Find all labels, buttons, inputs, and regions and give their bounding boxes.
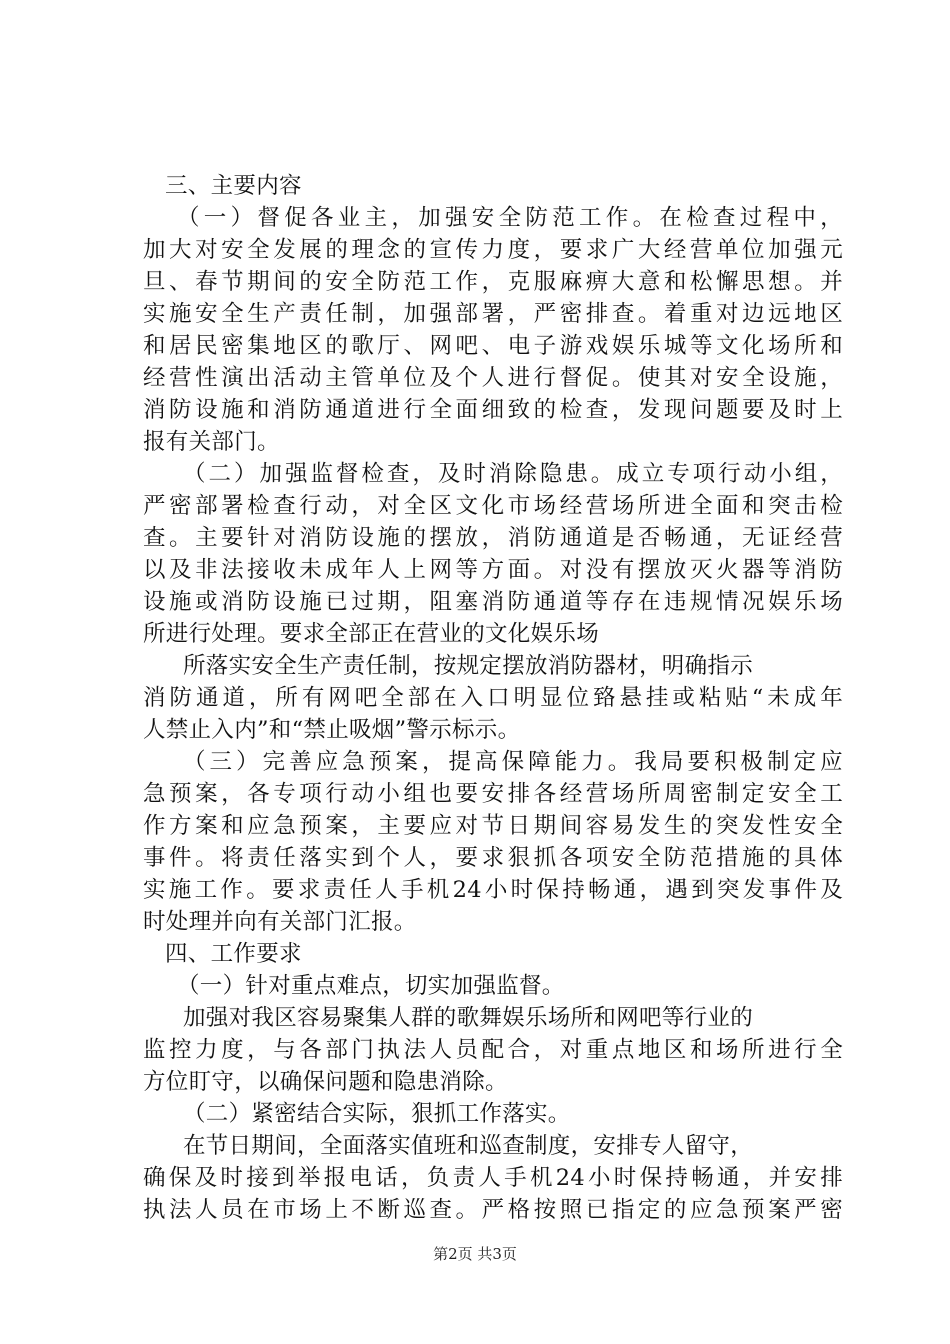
paragraph-line: 急预案，各专项行动小组也要安排各经营场所周密制定安全工 bbox=[143, 781, 843, 807]
paragraph-line: 在节日期间，全面落实值班和巡查制度，安排专人留守， bbox=[183, 1133, 754, 1159]
paragraph-line: 设施或消防设施已过期，阻塞消防通道等存在违规情况娱乐场 bbox=[143, 589, 843, 615]
subheading-line: （二）紧密结合实际，狠抓工作落实。 bbox=[183, 1101, 571, 1127]
paragraph-line: 所进行处理。要求全部正在营业的文化娱乐场 bbox=[143, 621, 600, 647]
paragraph-line: 报有关部门。 bbox=[143, 429, 280, 455]
paragraph-line: 加大对安全发展的理念的宣传力度，要求广大经营单位加强元 bbox=[143, 237, 843, 263]
paragraph-line: 严密部署检查行动，对全区文化市场经营场所进全面和突击检 bbox=[143, 493, 843, 519]
paragraph-line: 监控力度，与各部门执法人员配合，对重点地区和场所进行全 bbox=[143, 1037, 843, 1063]
paragraph-line: 实施工作。要求责任人手机24小时保持畅通，遇到突发事件及 bbox=[143, 877, 843, 903]
paragraph-line: 经营性演出活动主管单位及个人进行督促。使其对安全设施， bbox=[143, 365, 843, 391]
paragraph-line: 和居民密集地区的歌厅、网吧、电子游戏娱乐城等文化场所和 bbox=[143, 333, 843, 359]
paragraph-line: （二）加强监督检查，及时消除隐患。成立专项行动小组， bbox=[183, 461, 843, 487]
paragraph-line: （三）完善应急预案，提高保障能力。我局要积极制定应 bbox=[183, 749, 843, 775]
paragraph-line: 事件。将责任落实到个人，要求狠抓各项安全防范措施的具体 bbox=[143, 845, 843, 871]
paragraph-line: 确保及时接到举报电话，负责人手机24小时保持畅通，并安排 bbox=[143, 1165, 843, 1191]
paragraph-line: 时处理并向有关部门汇报。 bbox=[143, 909, 417, 935]
paragraph-line: 作方案和应急预案，主要应对节日期间容易发生的突发性安全 bbox=[143, 813, 843, 839]
paragraph-line: 人禁止入内”和“禁止吸烟”警示标示。 bbox=[143, 717, 521, 743]
paragraph-line: 查。主要针对消防设施的摆放，消防通道是否畅通，无证经营 bbox=[143, 525, 843, 551]
section-heading-main-content: 三、主要内容 bbox=[165, 173, 302, 199]
paragraph-line: 所落实安全生产责任制，按规定摆放消防器材，明确指示 bbox=[183, 653, 754, 679]
subheading-line: （一）针对重点难点，切实加强监督。 bbox=[177, 973, 565, 999]
paragraph-line: 消防通道，所有网吧全部在入口明显位臵悬挂或粘贴“未成年 bbox=[143, 685, 843, 711]
paragraph-line: 旦、春节期间的安全防范工作，克服麻痹大意和松懈思想。并 bbox=[143, 269, 843, 295]
paragraph-line: 以及非法接收未成年人上网等方面。对没有摆放灭火器等消防 bbox=[143, 557, 843, 583]
paragraph-line: 加强对我区容易聚集人群的歌舞娱乐场所和网吧等行业的 bbox=[183, 1005, 754, 1031]
paragraph-line: 执法人员在市场上不断巡查。严格按照已指定的应急预案严密 bbox=[143, 1197, 843, 1223]
paragraph-line: 消防设施和消防通道进行全面细致的检查，发现问题要及时上 bbox=[143, 397, 843, 423]
document-body bbox=[143, 170, 843, 1226]
paragraph-line: （一）督促各业主，加强安全防范工作。在检查过程中， bbox=[177, 205, 843, 231]
paragraph-line: 方位盯守，以确保问题和隐患消除。 bbox=[143, 1069, 508, 1095]
paragraph-line: 实施安全生产责任制，加强部署，严密排查。着重对边远地区 bbox=[143, 301, 843, 327]
section-heading-work-requirements: 四、工作要求 bbox=[165, 941, 302, 967]
page-number-footer: 第2页 共3页 bbox=[433, 1245, 517, 1263]
